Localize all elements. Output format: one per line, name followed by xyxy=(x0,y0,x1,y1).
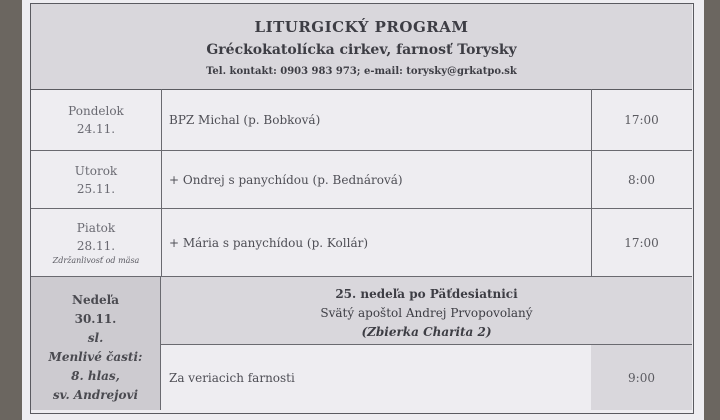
day-name: Utorok xyxy=(74,163,118,178)
program-header xyxy=(31,4,692,90)
parish-name: Gréckokatolícka cirkev, farnosť Torysky xyxy=(206,42,517,58)
day-cell xyxy=(31,89,162,150)
program-table xyxy=(30,3,694,414)
variable-parts-label: Menlivé časti: xyxy=(48,350,143,364)
sunday-day-cell xyxy=(31,277,161,410)
table-row xyxy=(31,89,692,151)
collection-note: (Zbierka Charita 2) xyxy=(361,325,492,339)
mass-time: 17:00 xyxy=(624,112,659,127)
day-date: 30.11. xyxy=(74,312,117,326)
day-date: 24.11. xyxy=(76,121,116,136)
mass-time: 8:00 xyxy=(628,172,655,187)
mass-time: 9:00 xyxy=(628,370,655,385)
program-title: LITURGICKÝ PROGRAM xyxy=(254,18,469,36)
fasting-note: Zdržanlivosť od mäsa xyxy=(52,255,140,265)
time-cell xyxy=(591,89,692,150)
feast-cell xyxy=(161,277,692,345)
description-cell xyxy=(161,89,592,150)
intention-text: Za veriacich farnosti xyxy=(169,370,295,385)
table-row xyxy=(31,151,692,209)
document-sheet xyxy=(22,0,704,420)
feast-title: 25. nedeľa po Päťdesiatnici xyxy=(335,287,518,301)
day-name: Nedeľa xyxy=(72,293,119,307)
sunday-mass xyxy=(161,345,692,410)
description-cell xyxy=(161,345,592,410)
time-cell xyxy=(591,151,692,208)
time-cell xyxy=(591,209,692,276)
mass-time: 17:00 xyxy=(624,235,659,250)
day-name: Piatok xyxy=(76,220,116,235)
tone: 8. hlas, xyxy=(71,369,120,383)
day-cell xyxy=(31,209,162,276)
description-cell xyxy=(161,209,592,276)
intention-text: + Mária s panychídou (p. Kollár) xyxy=(169,235,369,250)
intention-text: + Ondrej s panychídou (p. Bednárová) xyxy=(169,172,403,187)
day-date: 25.11. xyxy=(76,181,116,196)
intention-text: BPZ Michal (p. Bobková) xyxy=(169,112,321,127)
day-cell xyxy=(31,151,162,208)
time-cell xyxy=(591,345,692,410)
saint-name: sv. Andrejovi xyxy=(52,388,139,402)
table-row xyxy=(31,209,692,277)
contact-info: Tel. kontakt: 0903 983 973; e-mail: torysky@grkatpo.sk xyxy=(206,66,517,77)
feast-rank: sl. xyxy=(87,331,104,345)
feast-saint: Svätý apoštol Andrej Prvopovolaný xyxy=(320,306,533,320)
day-date: 28.11. xyxy=(76,238,116,253)
sunday-row xyxy=(31,277,692,413)
description-cell xyxy=(161,151,592,208)
day-name: Pondelok xyxy=(68,103,124,118)
